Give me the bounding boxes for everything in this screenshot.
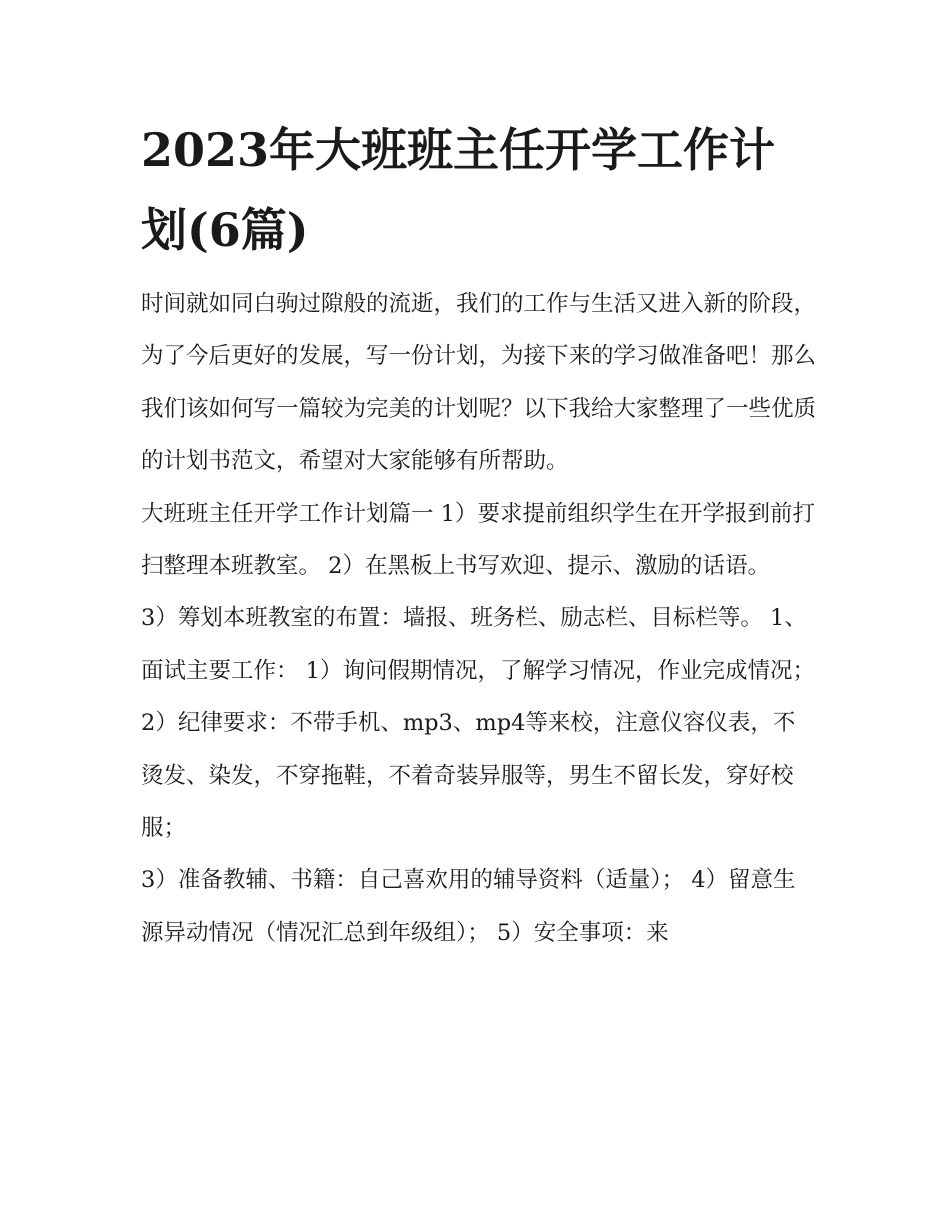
document-body — [141, 110, 816, 959]
paragraph-classroom-layout: 3）筹划本班教室的布置：墙报、班务栏、励志栏、目标栏等。 1、面试主要工作： 1）询问假期情况，了解学习情况，作业完成情况； — [141, 605, 815, 684]
paragraph-intro: 时间就如同白驹过隙般的流逝，我们的工作与生活又进入新的阶段，为了今后更好的发展，写一份计划，为接下来的学习做准备吧！那么我们该如何写一篇较为完美的计划呢？以下我给大家整理了一些优质的计划书范文，希望对大家能够有所帮助。 — [141, 291, 817, 475]
document-title: 2023年大班班主任开学工作计划(6篇) — [141, 123, 776, 257]
paragraph-materials: 3）准备教辅、书籍：自己喜欢用的辅导资料（适量）； 4）留意生源异动情况（情况汇总到年级组）； 5）安全事项：来 — [141, 867, 796, 946]
paragraph-plan-one: 大班班主任开学工作计划篇一 1）要求提前组织学生在开学报到前打扫整理本班教室。 2）在黑板上书写欢迎、提示、激励的话语。 — [141, 500, 815, 580]
paragraph-discipline: 2）纪律要求：不带手机、mp3、mp4等来校，注意仪容仪表，不烫发、染发，不穿拖鞋，不着奇装异服等，男生不留长发，穿好校服； — [141, 710, 796, 842]
